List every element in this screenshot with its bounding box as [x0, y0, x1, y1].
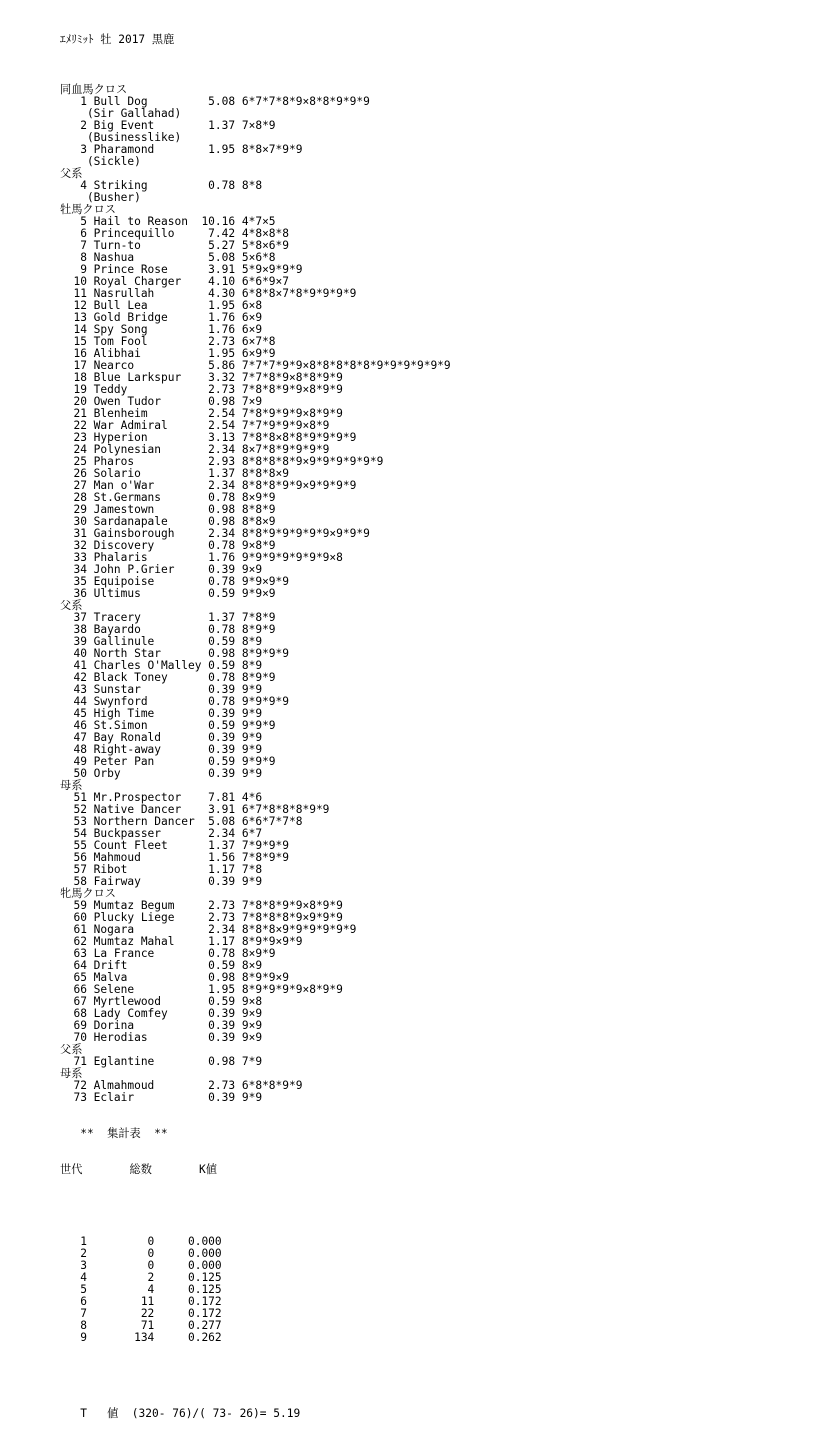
cross-line: 52 Native Dancer 3.91 6*7*8*8*8*9*9 — [60, 803, 330, 816]
section-header: 母系 — [60, 779, 83, 792]
cross-line: (Businesslike) — [60, 131, 182, 144]
cross-line: 15 Tom Fool 2.73 6×7*8 — [60, 335, 276, 348]
cross-line: 65 Malva 0.98 8*9*9×9 — [60, 971, 290, 984]
cross-line: 53 Northern Dancer 5.08 6*6*7*7*8 — [60, 815, 303, 828]
summary-columns: 世代 総数 K値 — [60, 1163, 217, 1176]
cross-line: 16 Alibhai 1.95 6×9*9 — [60, 347, 276, 360]
cross-line: 39 Gallinule 0.59 8*9 — [60, 635, 263, 648]
cross-line: 48 Right-away 0.39 9*9 — [60, 743, 263, 756]
cross-line: 13 Gold Bridge 1.76 6×9 — [60, 311, 263, 324]
cross-line: 19 Teddy 2.73 7*8*8*9*9×8*9*9 — [60, 383, 343, 396]
cross-line: 34 John P.Grier 0.39 9×9 — [60, 563, 263, 576]
cross-line: 24 Polynesian 2.34 8×7*8*9*9*9*9 — [60, 443, 330, 456]
cross-line: 72 Almahmoud 2.73 6*8*8*9*9 — [60, 1079, 303, 1092]
cross-line: 6 Princequillo 7.42 4*8×8*8 — [60, 227, 290, 240]
cross-line: 10 Royal Charger 4.10 6*6*9×7 — [60, 275, 290, 288]
cross-line: 46 St.Simon 0.59 9*9*9 — [60, 719, 276, 732]
cross-line: 30 Sardanapale 0.98 8*8×9 — [60, 515, 276, 528]
cross-line: 40 North Star 0.98 8*9*9*9 — [60, 647, 290, 660]
cross-line: 67 Myrtlewood 0.59 9×8 — [60, 995, 263, 1008]
section-header: 牝馬クロス — [60, 887, 116, 900]
cross-line: 4 Striking 0.78 8*8 — [60, 179, 263, 192]
cross-line: 44 Swynford 0.78 9*9*9*9 — [60, 695, 290, 708]
horse-title: ｴﾒﾘﾐｯﾄ 牡 2017 黒鹿 — [60, 33, 175, 46]
cross-line: 59 Mumtaz Begum 2.73 7*8*8*9*9×8*9*9 — [60, 899, 343, 912]
cross-line: 3 Pharamond 1.95 8*8×7*9*9 — [60, 143, 303, 156]
cross-line: 23 Hyperion 3.13 7*8*8×8*8*9*9*9*9 — [60, 431, 357, 444]
cross-line: 50 Orby 0.39 9*9 — [60, 767, 263, 780]
cross-line: 60 Plucky Liege 2.73 7*8*8*8*9×9*9*9 — [60, 911, 343, 924]
cross-line: 42 Black Toney 0.78 8*9*9 — [60, 671, 276, 684]
section-header: 牡馬クロス — [60, 203, 116, 216]
cross-line: 27 Man o'War 2.34 8*8*8*9*9×9*9*9*9 — [60, 479, 357, 492]
section-header: 父系 — [60, 1043, 83, 1056]
cross-line: 55 Count Fleet 1.37 7*9*9*9 — [60, 839, 290, 852]
cross-line: 38 Bayardo 0.78 8*9*9 — [60, 623, 276, 636]
cross-line: 68 Lady Comfey 0.39 9×9 — [60, 1007, 263, 1020]
cross-line: 33 Phalaris 1.76 9*9*9*9*9*9*9×8 — [60, 551, 343, 564]
cross-line: 64 Drift 0.59 8×9 — [60, 959, 263, 972]
spacer — [60, 1368, 451, 1384]
cross-line: 35 Equipoise 0.78 9*9×9*9 — [60, 575, 290, 588]
cross-line: 49 Peter Pan 0.59 9*9*9 — [60, 755, 276, 768]
summary-row: 5 4 0.125 — [60, 1283, 222, 1296]
section-header: 父系 — [60, 599, 83, 612]
cross-line: 32 Discovery 0.78 9×8*9 — [60, 539, 276, 552]
cross-line: 41 Charles O'Malley 0.59 8*9 — [60, 659, 263, 672]
cross-line: 70 Herodias 0.39 9×9 — [60, 1031, 263, 1044]
summary-row: 2 0 0.000 — [60, 1247, 222, 1260]
cross-line: 21 Blenheim 2.54 7*8*9*9*9×8*9*9 — [60, 407, 343, 420]
summary-heading: ** 集計表 ** — [60, 1127, 168, 1140]
summary-row: 7 22 0.172 — [60, 1307, 222, 1320]
cross-line: 36 Ultimus 0.59 9*9×9 — [60, 587, 276, 600]
cross-line: 1 Bull Dog 5.08 6*7*7*8*9×8*8*9*9*9 — [60, 95, 370, 108]
t-value: T 値 (320- 76)/( 73- 26)= 5.19 — [60, 1407, 301, 1420]
summary-row: 8 71 0.277 — [60, 1319, 222, 1332]
cross-line: 71 Eglantine 0.98 7*9 — [60, 1055, 263, 1068]
cross-line: (Sickle) — [60, 155, 141, 168]
cross-line: 56 Mahmoud 1.56 7*8*9*9 — [60, 851, 290, 864]
cross-line: 2 Big Event 1.37 7×8*9 — [60, 119, 276, 132]
summary-table — [60, 1236, 451, 1344]
cross-line: 61 Nogara 2.34 8*8*8×9*9*9*9*9*9 — [60, 923, 357, 936]
cross-line: 73 Eclair 0.39 9*9 — [60, 1091, 263, 1104]
cross-line: 37 Tracery 1.37 7*8*9 — [60, 611, 276, 624]
summary-row: 6 11 0.172 — [60, 1295, 222, 1308]
cross-line: 51 Mr.Prospector 7.81 4*6 — [60, 791, 263, 804]
cross-line: (Sir Gallahad) — [60, 107, 182, 120]
cross-line: (Busher) — [60, 191, 141, 204]
section-header: 母系 — [60, 1067, 83, 1080]
cross-line: 20 Owen Tudor 0.98 7×9 — [60, 395, 263, 408]
cross-line: 5 Hail to Reason 10.16 4*7×5 — [60, 215, 276, 228]
cross-line: 14 Spy Song 1.76 6×9 — [60, 323, 263, 336]
cross-line: 28 St.Germans 0.78 8×9*9 — [60, 491, 276, 504]
section-header: 同血馬クロス — [60, 83, 128, 96]
cross-line: 58 Fairway 0.39 9*9 — [60, 875, 263, 888]
summary-row: 3 0 0.000 — [60, 1259, 222, 1272]
cross-line: 43 Sunstar 0.39 9*9 — [60, 683, 263, 696]
cross-line: 63 La France 0.78 8×9*9 — [60, 947, 276, 960]
cross-line: 54 Buckpasser 2.34 6*7 — [60, 827, 263, 840]
cross-line: 57 Ribot 1.17 7*8 — [60, 863, 263, 876]
summary-row: 4 2 0.125 — [60, 1271, 222, 1284]
section-header: 父系 — [60, 167, 83, 180]
spacer — [60, 1200, 451, 1212]
summary-row: 1 0 0.000 — [60, 1235, 222, 1248]
cross-line: 7 Turn-to 5.27 5*8×6*9 — [60, 239, 290, 252]
cross-line: 8 Nashua 5.08 5×6*8 — [60, 251, 276, 264]
cross-line: 12 Bull Lea 1.95 6×8 — [60, 299, 263, 312]
cross-line: 47 Bay Ronald 0.39 9*9 — [60, 731, 263, 744]
cross-line: 66 Selene 1.95 8*9*9*9*9×8*9*9 — [60, 983, 343, 996]
cross-sections — [60, 84, 451, 1104]
cross-line: 62 Mumtaz Mahal 1.17 8*9*9×9*9 — [60, 935, 303, 948]
summary-row: 9 134 0.262 — [60, 1331, 222, 1344]
cross-line: 9 Prince Rose 3.91 5*9×9*9*9 — [60, 263, 303, 276]
cross-line: 31 Gainsborough 2.34 8*8*9*9*9*9*9×9*9*9 — [60, 527, 370, 540]
cross-line: 26 Solario 1.37 8*8*8×9 — [60, 467, 290, 480]
cross-line: 45 High Time 0.39 9*9 — [60, 707, 263, 720]
cross-line: 25 Pharos 2.93 8*8*8*8*9×9*9*9*9*9*9 — [60, 455, 384, 468]
cross-line: 69 Dorina 0.39 9×9 — [60, 1019, 263, 1032]
cross-line: 11 Nasrullah 4.30 6*8*8×7*8*9*9*9*9 — [60, 287, 357, 300]
cross-line: 29 Jamestown 0.98 8*8*9 — [60, 503, 276, 516]
cross-line: 17 Nearco 5.86 7*7*7*9*9×8*8*8*8*8*9*9*9*9*9*9 — [60, 359, 451, 372]
pedigree-cross-report — [60, 10, 451, 1432]
cross-line: 18 Blue Larkspur 3.32 7*7*8*9×8*8*9*9 — [60, 371, 343, 384]
cross-line: 22 War Admiral 2.54 7*7*9*9*9×8*9 — [60, 419, 330, 432]
